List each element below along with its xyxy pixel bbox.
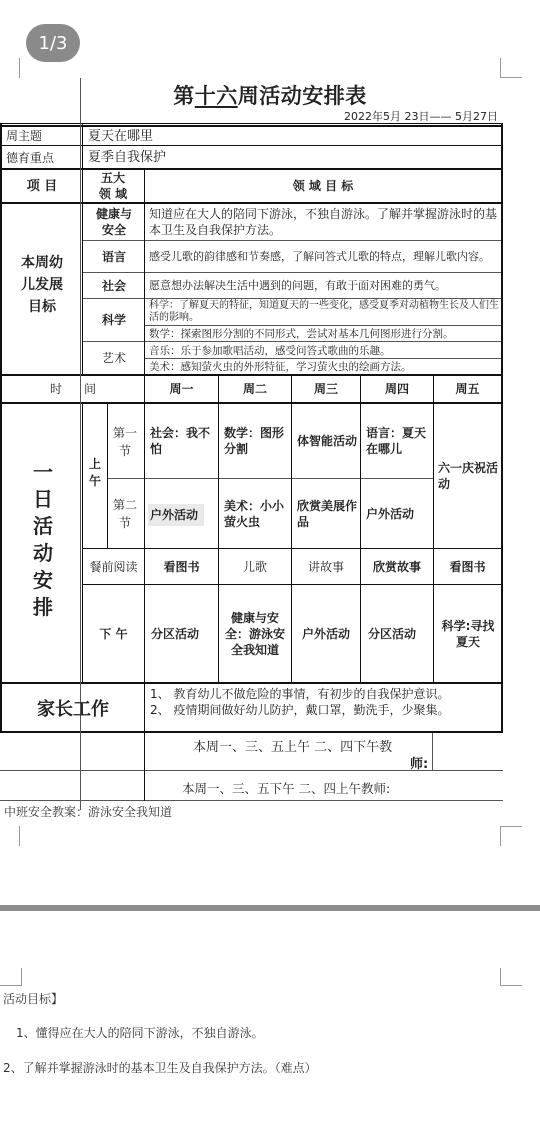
parent-work-label: 家长工作 — [37, 698, 109, 720]
domain-art: 艺术 — [101, 351, 126, 365]
reading-fri: 看图书 — [449, 559, 486, 574]
p1-wed: 体智能活动 — [297, 434, 358, 448]
theme-label: 周主题 — [6, 129, 43, 143]
pm-fri: 科学:寻找夏天 — [441, 618, 495, 649]
moral-focus-value: 夏季自我保护 — [88, 150, 167, 165]
afternoon-label: 下 午 — [99, 626, 128, 641]
daily-schedule-label: 一日活动安排 — [33, 460, 53, 619]
schedule-title: 第十六周活动安排表 — [173, 84, 367, 108]
crop-mark-top-left — [0, 58, 20, 78]
parent-work-item: 2、 疫情期间做好幼儿防护，戴口罩，勤洗手，少聚集。 — [150, 703, 450, 717]
page-indicator: 1/3 — [26, 24, 80, 62]
domain-health: 健康与安全 — [95, 207, 132, 237]
p2-tue: 美术：小小萤火虫 — [224, 498, 285, 529]
goal-fine-art: 美术：感知萤火虫的外形特征，学习萤火虫的绘画方法。 — [149, 361, 412, 373]
pm-wed: 户外活动 — [301, 626, 350, 641]
reading-wed: 讲故事 — [307, 559, 344, 574]
parent-work-item: 1、 教育幼儿不做危险的事情，有初步的自我保护意识。 — [150, 687, 450, 701]
page2-item-2: 2、了解并掌握游泳时的基本卫生及自我保护方法。（难点） — [3, 1061, 317, 1075]
day-mon: 周一 — [169, 382, 194, 396]
day-fri: 周五 — [455, 382, 480, 396]
moral-focus-label: 德育重点 — [6, 150, 55, 165]
crop-mark-bottom-right — [500, 826, 522, 846]
teacher-line-1b: 师: — [410, 757, 429, 772]
fri-morning: 六一庆祝活动 — [438, 461, 499, 491]
reading-label: 餐前阅读 — [89, 559, 138, 574]
page-separator — [0, 905, 540, 911]
crop-mark-top-right — [500, 58, 522, 78]
goal-math: 数学：探索图形分割的不同形式，尝试对基本几何图形进行分割。 — [149, 328, 454, 340]
day-wed: 周三 — [313, 382, 338, 396]
morning-label: 上午 — [88, 457, 101, 488]
theme-value: 夏天在哪里 — [88, 128, 154, 144]
goal-music: 音乐：乐于参加歌唱活动，感受问答式歌曲的乐趣。 — [149, 344, 391, 357]
time-label: 时 — [49, 382, 62, 396]
time-label-2: 间 — [83, 382, 96, 396]
pm-mon: 分区活动 — [150, 626, 199, 641]
page2-item-1: 1、懂得应在大人的陪同下游泳，不独自游泳。 — [16, 1026, 264, 1040]
parent-work-list — [150, 686, 500, 718]
goal-language: 感受儿歌的韵律感和节奏感，了解问答式儿歌的特点，理解儿歌内容。 — [149, 249, 490, 263]
header-domain: 五大 领 域 — [98, 171, 128, 201]
domain-language: 语言 — [101, 249, 126, 264]
teacher-line-1: 本周一、三、五上午 二、四下午教 — [193, 740, 393, 755]
p2-mon: 户外活动 — [148, 504, 204, 526]
goal-health: 知道应在大人的陪同下游泳，不独自游泳。了解并掌握游泳时的基本卫生及自我保护方法。 — [149, 207, 498, 237]
goal-social: 愿意想办法解决生活中遇到的问题，有敢于面对困难的勇气。 — [149, 278, 446, 292]
domain-social: 社会 — [101, 278, 126, 293]
header-item: 项 目 — [26, 178, 58, 194]
reading-mon: 看图书 — [163, 559, 200, 574]
domain-science: 科学 — [101, 313, 126, 327]
pm-thu: 分区活动 — [367, 626, 416, 641]
dev-goals-label: 本周幼儿发展目标 — [21, 255, 63, 315]
teacher-line-2: 本周一、三、五下午 二、四上午教师: — [182, 781, 391, 796]
p2-wed: 欣赏美展作品 — [297, 498, 358, 529]
day-thu: 周四 — [384, 382, 409, 396]
reading-tue: 儿歌 — [242, 559, 267, 574]
crop-mark-p2-right — [500, 968, 522, 986]
crop-mark-p2-left — [0, 968, 22, 986]
reading-thu: 欣赏故事 — [372, 559, 421, 574]
footnote: 中班安全教案：游泳安全我知道 — [4, 805, 173, 819]
crop-mark-bottom-left — [0, 826, 20, 846]
header-goals: 领 域 目 标 — [292, 179, 354, 193]
p2-thu: 户外活动 — [366, 506, 415, 521]
period-2-label: 第二节 — [112, 498, 137, 530]
p1-thu: 语言：夏天在哪儿 — [366, 426, 427, 456]
day-tue: 周二 — [242, 382, 267, 396]
goal-science: 科学：了解夏天的特征，知道夏天的一些变化，感受夏季对动植物生长及人们生活的影响。 — [149, 300, 499, 323]
p1-mon: 社会：我不怕 — [150, 426, 211, 456]
p1-tue: 数学：图形分割 — [224, 426, 285, 456]
page2-heading: 活动目标】 — [3, 992, 64, 1006]
period-1-label: 第一节 — [112, 426, 137, 458]
pm-tue: 健康与安全：游泳安全我知道 — [224, 610, 285, 657]
date-range: 2022年5月 23日—— 5月27日 — [344, 110, 498, 123]
